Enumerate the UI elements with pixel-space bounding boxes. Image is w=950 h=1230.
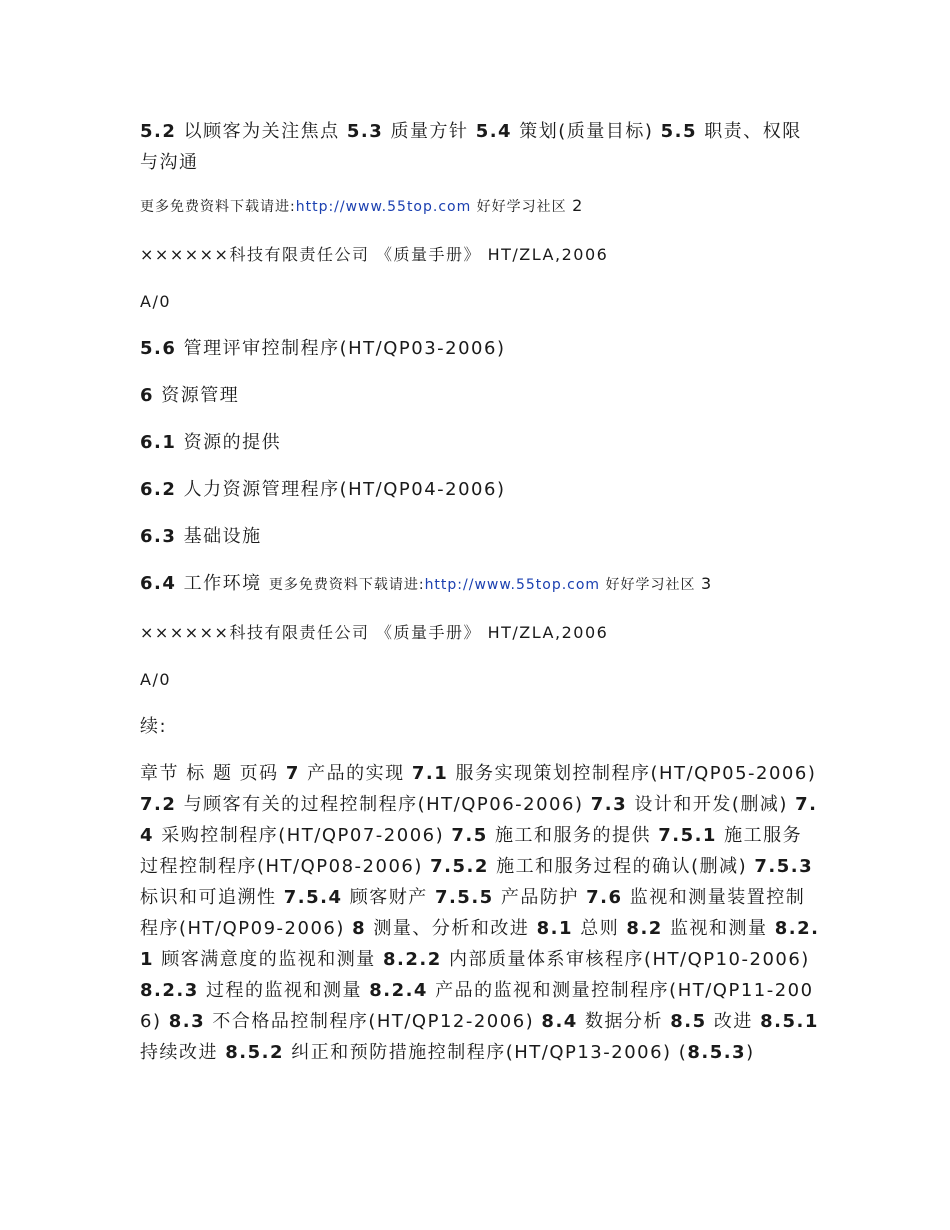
section-title: 资源的提供 xyxy=(176,432,282,453)
toc-text: 产品的实现 xyxy=(299,763,412,784)
page-footer xyxy=(268,574,713,593)
toc-section-number: 8 xyxy=(352,918,367,939)
footer-prefix: 更多免费资料下载请进: xyxy=(268,577,425,593)
section-title: 以顾客为关注焦点 xyxy=(176,121,347,142)
footer-link[interactable]: http://www.55top.com xyxy=(424,577,601,593)
toc-section-number: 7.6 xyxy=(586,887,623,908)
section-title: 基础设施 xyxy=(176,526,262,547)
section-number: 5.6 xyxy=(140,338,177,359)
footer-suffix: 好好学习社区 xyxy=(600,577,701,593)
toc-section-number: 8.2.3 xyxy=(140,980,199,1001)
toc-section-number: 8.5.2 xyxy=(225,1042,284,1063)
toc-section-number: 7.5.3 xyxy=(754,856,814,877)
section-number: 6 xyxy=(140,385,155,406)
page-number: 3 xyxy=(700,574,713,593)
toc-text: 内部质量体系审核程序(HT/QP10-2006) xyxy=(441,949,810,970)
section-number: 6.1 xyxy=(140,432,177,453)
section-number: 5.2 xyxy=(140,121,177,142)
table-of-contents xyxy=(140,758,820,1068)
toc-section-number: 7.5.2 xyxy=(430,856,489,877)
toc-text: 测量、分析和改进 xyxy=(366,918,537,939)
toc-text: 产品防护 xyxy=(493,887,587,908)
section-number: 5.3 xyxy=(346,121,384,142)
page-header: ××××××科技有限责任公司 《质量手册》 HT/ZLA,2006 xyxy=(140,623,609,642)
toc-section-number: 8.4 xyxy=(541,1011,578,1032)
section-6-1 xyxy=(140,427,820,458)
toc-text: 章节 标 题 页码 xyxy=(140,763,286,784)
continued-label: 续: xyxy=(140,716,168,737)
section-6 xyxy=(140,380,820,411)
revision-label: A/0 xyxy=(140,670,172,689)
toc-section-number: 8.1 xyxy=(536,918,573,939)
toc-section-number: 7.1 xyxy=(411,763,449,784)
section-6-3 xyxy=(140,521,820,552)
toc-text: 改进 xyxy=(706,1011,761,1032)
toc-section-number: 7.5.1 xyxy=(658,825,717,846)
toc-section-number: 8.2 xyxy=(626,918,663,939)
footer-link[interactable]: http://www.55top.com xyxy=(295,199,472,215)
section-title: 工作环境 xyxy=(176,573,269,594)
section-title: 质量方针 xyxy=(383,121,476,142)
toc-section-number: 8.2.1 xyxy=(140,918,820,970)
section-5-heading-line xyxy=(140,116,820,178)
page-footer xyxy=(140,190,820,223)
toc-text: 纠正和预防措施控制程序(HT/QP13-2006) ( xyxy=(283,1042,688,1063)
toc-text: 总则 xyxy=(572,918,627,939)
toc-section-number: 7.4 xyxy=(140,794,818,846)
toc-text: 监视和测量 xyxy=(662,918,775,939)
section-title: 策划(质量目标) xyxy=(512,121,661,142)
toc-text: 监视和测量装置控制程序(HT/QP09-2006) xyxy=(140,887,806,939)
section-title: 管理评审控制程序(HT/QP03-2006) xyxy=(176,338,506,359)
toc-text: 标识和可追溯性 xyxy=(140,887,284,908)
toc-text: 施工服务过程控制程序(HT/QP08-2006) xyxy=(140,825,803,877)
toc-text: 顾客财产 xyxy=(342,887,435,908)
toc-text: 设计和开发(删减) xyxy=(627,794,796,815)
section-5-6 xyxy=(140,333,820,364)
document-page xyxy=(140,116,820,1068)
toc-section-number: 8.5.1 xyxy=(760,1011,819,1032)
toc-section-number: 8.5.3 xyxy=(687,1042,747,1063)
section-number: 6.2 xyxy=(140,479,177,500)
section-title: 资源管理 xyxy=(154,385,240,406)
toc-section-number: 7.5.5 xyxy=(434,887,494,908)
section-title: 职责、权限与沟通 xyxy=(140,121,802,173)
toc-section-number: 8.2.2 xyxy=(382,949,442,970)
toc-section-number: 8.2.4 xyxy=(369,980,428,1001)
toc-text: 过程的监视和测量 xyxy=(198,980,370,1001)
section-6-2 xyxy=(140,474,820,505)
toc-text: 持续改进 xyxy=(140,1042,226,1063)
toc-section-number: 8.5 xyxy=(670,1011,707,1032)
toc-text: 施工和服务的提供 xyxy=(487,825,659,846)
section-title: 人力资源管理程序(HT/QP04-2006) xyxy=(176,479,506,500)
toc-text: 与顾客有关的过程控制程序(HT/QP06-2006) xyxy=(176,794,591,815)
toc-section-number: 7.3 xyxy=(590,794,628,815)
page-number: 2 xyxy=(572,196,584,215)
footer-suffix: 好好学习社区 xyxy=(471,199,573,215)
section-number: 6.3 xyxy=(140,526,177,547)
toc-section-number: 7.2 xyxy=(140,794,177,815)
toc-section-number: 8.3 xyxy=(168,1011,206,1032)
section-6-4 xyxy=(140,568,820,601)
toc-text: 采购控制程序(HT/QP07-2006) xyxy=(154,825,452,846)
toc-text: 施工和服务过程的确认(删减) xyxy=(488,856,755,877)
section-number: 5.5 xyxy=(660,121,697,142)
toc-text: 不合格品控制程序(HT/QP12-2006) xyxy=(205,1011,542,1032)
toc-section-number: 7.5 xyxy=(451,825,488,846)
toc-text: ) xyxy=(746,1042,755,1063)
revision-label: A/0 xyxy=(140,292,172,311)
toc-text: 顾客满意度的监视和测量 xyxy=(154,949,383,970)
section-number: 6.4 xyxy=(140,573,177,594)
toc-section-number: 7 xyxy=(285,763,300,784)
section-number: 5.4 xyxy=(475,121,513,142)
toc-text: 数据分析 xyxy=(577,1011,671,1032)
footer-prefix: 更多免费资料下载请进: xyxy=(140,199,296,215)
toc-text: 服务实现策划控制程序(HT/QP05-2006) xyxy=(448,763,817,784)
toc-section-number: 7.5.4 xyxy=(283,887,343,908)
toc-text: 产品的监视和测量控制程序(HT/QP11-2006) xyxy=(140,980,814,1032)
page-header: ××××××科技有限责任公司 《质量手册》 HT/ZLA,2006 xyxy=(140,245,609,264)
